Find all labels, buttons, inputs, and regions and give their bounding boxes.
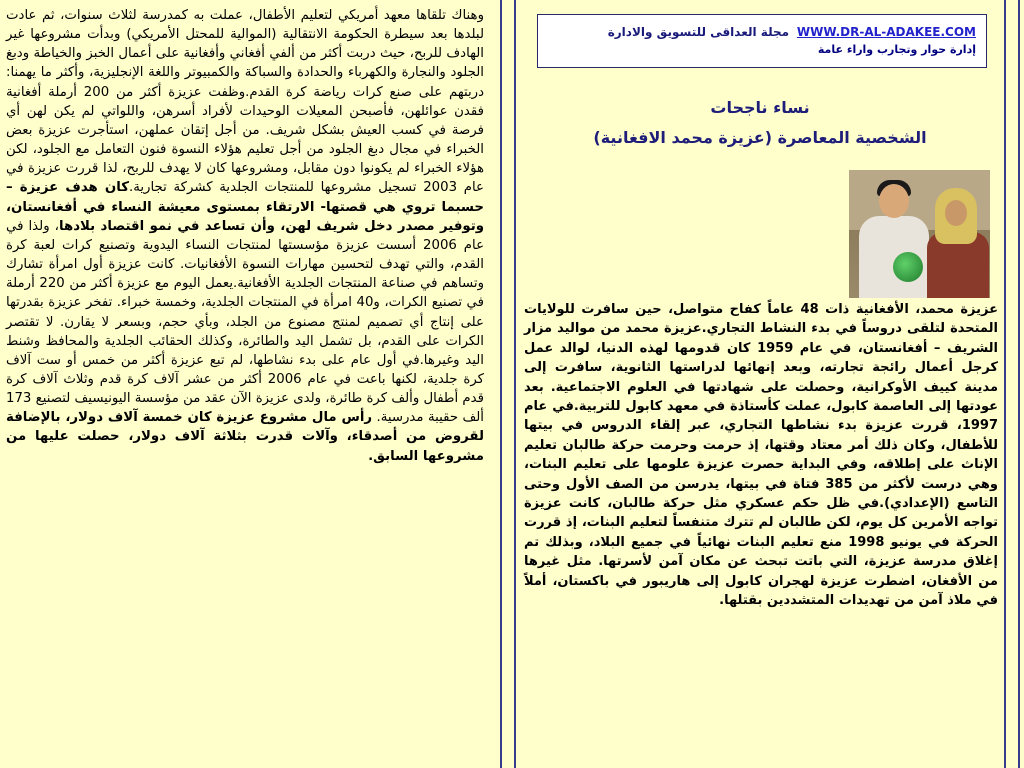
left-paragraph-mid: ، ولذا في عام 2006 أسست عزيزة مؤسستها لمنتجات النساء اليدوية وتصنيع كرات لعبة كرة القدم، والتي تهدف لتحسين مهارات النسوة الأفغانيات. كانت عزيزة أول امرأة تشارك وتساهم في صناعة المنتجات الجلدية الأفغانية.يعمل اليوم مع عزيزة أكثر من 220 أرملة في تصنيع الكرات، و40 امرأة في المنتجات الجلدية، وخمسة خبراء. تفخر عزيزة بقدرتها على إنتاج أي تصميم لمنتج مصنوع من الجلد، وبأي حجم، وبسعر لا يقارن. لا تقتصر الكرات على القدم، بل تشمل اليد والطائرة، وكذلك الحقائب الجلدية والمحافظ وشنط اليد وغيرها.في أول عام على بدء نشاطها، لم تبع عزيزة أكثر من خمس أو ست آلاف كرة جلدية، لكنها باعت في عام 2006 أكثر من عشر آلاف كرة قدم وثلاث آلاف كرة قدم أطفال وألف كرة طائرة، ولدى عزيزة الآن عقد من مؤسسة اليونيسيف لتصنيع 173 ألف حقيبة مدرسية. — [6, 218, 485, 426]
right-article-column — [518, 0, 1002, 768]
column-divider-left-inner — [514, 0, 516, 768]
left-bold-goal: كان هدف عزيزة – حسبما تروي هي قصتها- الارتقاء بمستوى معيشة النساء في أفغانستان، وتوفير مصدر دخل شريف لهن، وأن تساعد في نمو اقتصاد بلادها — [6, 180, 484, 234]
photo-woman-face — [945, 200, 967, 226]
photo-football-icon — [893, 252, 923, 282]
photo-man-head — [879, 184, 909, 218]
article-title: الشخصية المعاصرة (عزيزة محمد الافغانية) — [593, 128, 927, 147]
header-line-1 — [548, 23, 976, 41]
section-title: نساء ناجحات — [710, 98, 810, 117]
magazine-header — [537, 14, 987, 68]
magazine-subtitle: إدارة حوار وتجارب واراء عامة — [817, 43, 976, 56]
left-bold-capital: رأس مال مشروع عزيزة كان خمسة آلاف دولار، بالإضافة لقروض من أصدقاء، وآلات قدرت بثلاثة آلاف دولار، حصلت عليها من مشروعها السابق. — [6, 410, 484, 464]
left-paragraph-start: وهناك تلقاها معهد أمريكي لتعليم الأطفال، عملت به كمدرسة لثلاث سنوات، ثم عادت لبلدها بعد سيطرة الحكومة الانتقالية (الموالية للمحتل الأمريكي) وبدأت مشروعها غير الهادف للربح، حيث دربت أكثر من ألفي أفغاني وأفغانية على أعمال الخبز والخياطة ودبغ الجلود والنجارة والكهرباء والحدادة والسباكة والكمبيوتر واللغة الإنجليزية، وأكثر ما يهمنا: دربتهم على صنع كرات رياضة كرة القدم.وظفت عزيزة أكثر من 200 أرملة أفغانية فقدن عوائلهن، فأصبحن المعيلات الوحيدات لأفراد أسرهن، واللواتي لم يكن لهن أي فرصة في كسب العيش بشكل شريف. من أجل إتقان عملهن، استأجرت عزيزة بعض الخبراء في مجال دبغ الجلود من أجل تعليم هؤلاء النسوة فنون التعامل مع الجلود، لكن هؤلاء الخبراء لم يكونوا دون مقابل، ومشروعها كان لا يهدف للربح، لذا قررت عزيزة في عام 2003 تسجيل مشروعها للمنتجات الجلدية كشركة تجارية. — [6, 8, 484, 196]
column-divider-left-outer — [500, 0, 502, 768]
column-divider-right-inner — [1004, 0, 1006, 768]
right-article-body: عزيزة محمد، الأفغانية ذات 48 عاماً كفاح متواصل، حين سافرت للولايات المتحدة لتلقى دروساً في بدء النشاط التجاري.عزيزة محمد من مواليد مزار الشريف – أفغانستان، في عام 1959 كان قدومها لهذه الدنيا، لوالد عمل كرجل أعمال رائجة تجارته، وبعد إنهائها لدراستها الثانوية، سافرت إلى مدينة كييف الأوكرانية، وحصلت على شهادتها في العلوم الاجتماعية. بعد عودتها إلى العاصمة كابول، عملت كأستاذة في معهد كابول للتربية.في عام 1997، قررت عزيزة بدء نشاطها التجاري، عبر إلقاء الدروس في بيتها للأطفال، وكان ذلك أمر معتاد وقتها، إذ حرمت وحرمت حركة طالبان تعليم الإناث على إطلاقه، وفي البداية حصرت عزيزة علومها على تعليم البنات، وهي درست لأكثر من 385 فتاة في بيتها، يدرسن من الصف الأول وحتى التاسع (الإعدادي).في ظل حكم عسكري مثل حركة طالبان، كانت عزيزة تواجه الأمرين كل يوم، لكن طالبان لم تترك متنفساً لتعليم البنات، إذ قررت الحركة في يونيو 1998 منع تعليم البنات نهائياً في جميع البلاد، وبذلك تم إغلاق مدرسة عزيزة، التي باتت تبحث عن مكان آمن لأسرتها. مثل غيرها من الأفغان، اضطرت عزيزة لهجران كابول إلى هاريبور في باكستان، أملاً في ملاذ آمن من تهديدات المتشددين بقتلها. — [524, 302, 999, 609]
column-divider-right-outer — [1018, 0, 1020, 768]
left-article-column — [0, 0, 490, 768]
article-photo — [849, 170, 990, 298]
site-link[interactable]: WWW.DR-AL-ADAKEE.COM — [796, 25, 976, 39]
magazine-name: مجلة العداقى للتسويق والادارة — [607, 25, 790, 39]
